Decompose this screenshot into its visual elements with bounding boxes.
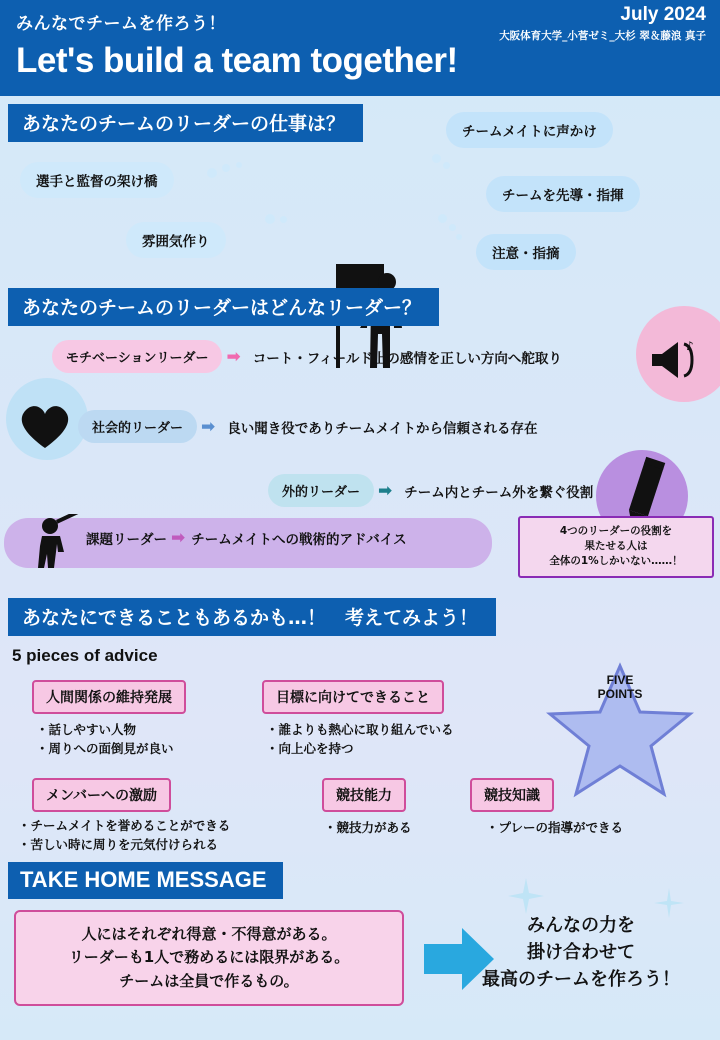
advice-tag-3: 競技能力 [322,778,406,812]
five-points-label [578,674,662,702]
five-points-line-2: POINTS [597,686,643,701]
section-advice [0,598,720,858]
cloud-item-1: 雰囲気作り [126,222,226,258]
leader-type-desc-0: コート・フィールド上の感情を正しい方向へ舵取り [252,350,562,367]
section-leader-types [0,288,720,588]
svg-text:♪: ♪ [686,339,694,353]
note-line-2: 全体の1%しかいない……！ [549,555,683,568]
leader-type-row-0 [52,340,562,373]
poster-header [0,0,720,96]
section-leader-job [0,104,720,284]
advice-bullet-3-0: ・競技力がある [324,820,412,835]
advice-tag-0: 人間関係の維持発展 [32,680,186,714]
note-line-0: 4つのリーダーの役割を [559,525,673,537]
leader-type-row-2 [268,474,593,507]
advice-bullets-0 [36,720,174,759]
advice-tag-1: 目標に向けてできること [262,680,444,714]
advice-tag-2: メンバーへの激励 [32,778,171,812]
section-leader-types-bar: あなたのチームのリーダーはどんなリーダー？ [8,288,439,326]
final-message [466,912,696,993]
arrow-icon-0: ➡ [226,346,241,367]
advice-subhead: 5 pieces of advice [12,646,158,665]
leader-type-row-1 [78,410,538,443]
note-box [518,516,714,578]
advice-bullet-0-1: ・周りへの面倒見が良い [36,741,174,757]
advice-bullet-4-0: ・プレーの指導ができる [486,820,624,835]
cloud-item-4: 注意・指摘 [476,234,576,270]
advice-bullet-0-0: ・話しやすい人物 [36,722,137,737]
leader-type-label-3: 課題リーダー [86,532,167,548]
advice-bullets-4 [486,818,623,837]
final-line-2: 最高のチームを作ろう！ [482,969,680,990]
header-authors: 大阪体育大学_小菅ゼミ_大杉 翠＆藤浪 真子 [499,30,706,42]
leader-type-label-2: 外的リーダー [268,474,374,507]
take-home-message-box [14,910,404,1006]
advice-tag-4: 競技知識 [470,778,554,812]
advice-bullet-2-1: ・苦しい時に周りを元気付けられる [18,837,219,853]
take-home-bar: TAKE HOME MESSAGE [8,862,283,899]
note-line-1: 果たせる人は [584,540,648,553]
section-take-home [0,862,720,1040]
five-points-line-1: FIVE [606,673,634,687]
final-line-0: みんなの力を [527,915,635,936]
arrow-icon-3: ➡ [171,528,186,548]
take-home-line-0: 人にはそれぞれ得意・不得意がある。 [81,925,337,944]
cloud-item-0: 選手と監督の架け橋 [20,162,174,198]
advice-bullets-3 [324,818,412,837]
leader-type-desc-3: チームメイトへの戦術的アドバイス [191,532,407,548]
section-leader-job-bar: あなたのチームのリーダーの仕事は？ [8,104,363,142]
heart-icon [14,400,76,456]
page-title: Let's build a team together! [16,41,458,80]
leader-type-label-0: モチベーションリーダー [52,340,222,373]
final-line-1: 掛け合わせて [527,942,635,963]
advice-bullets-2 [18,816,230,855]
advice-bullet-1-0: ・誰よりも熱心に取り組んでいる [266,722,454,737]
megaphone-icon [648,336,704,386]
leader-type-desc-1: 良い聞き役でありチームメイトから信頼される存在 [227,420,538,437]
header-kicker: みんなでチームを作ろう！ [16,14,226,34]
cloud-item-3: チームを先導・指揮 [486,176,640,212]
advice-bullet-2-0: ・チームメイトを誉めることができる [18,818,231,833]
arrow-icon-1: ➡ [201,416,216,437]
leader-type-desc-2: チーム内とチーム外を繋ぐ役割 [404,484,594,501]
header-date: July 2024 [620,4,706,25]
leader-type-row-3 [86,528,407,548]
arrow-icon-2: ➡ [378,480,393,501]
section-advice-bar: あなたにできることもあるかも…！ 考えてみよう！ [8,598,496,636]
leader-type-label-1: 社会的リーダー [78,410,197,443]
take-home-line-1: リーダーも1人で務めるには限界がある。 [68,948,350,967]
cloud-item-2: チームメイトに声かけ [446,112,613,148]
batter-icon [20,514,86,576]
advice-bullet-1-1: ・向上心を持つ [266,741,354,757]
advice-bullets-1 [266,720,454,759]
take-home-line-2: チームは全員で作るもの。 [119,971,299,990]
